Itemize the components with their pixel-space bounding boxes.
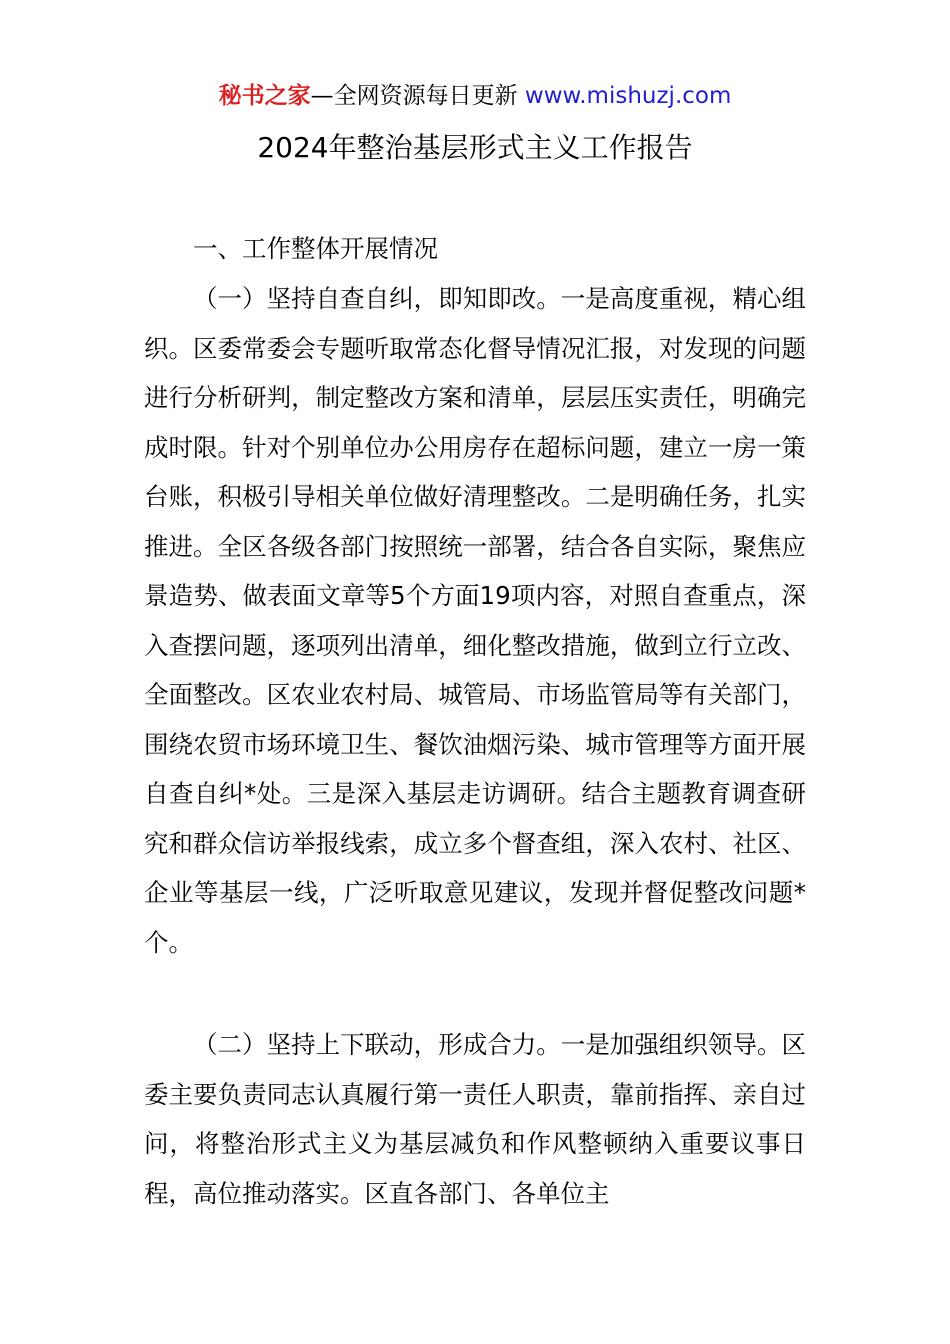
document-title: 2024年整治基层形式主义工作报告 (257, 131, 693, 164)
paragraph: （一）坚持自查自纠，即知即改。一是高度重视，精心组织。区委常委会专题听取常态化督导情况汇报，对发现的问题进行分析研判，制定整改方案和清单，层层压实责任，明确完成时限。针对个别单位办公用房存在超标问题，建立一房一策台账，积极引导相关单位做好清理整改。二是明确任务，扎实推进。全区各级各部门按照统一部署，结合各自实际，聚焦应景造势、做表面文章等5个方面19项内容，对照自查重点，深入查摆问题，逐项列出清单，细化整改措施，做到立行立改、全面整改。区农业农村局、城管局、市场监管局等有关部门，围绕农贸市场环境卫生、餐饮油烟污染、城市管理等方面开展自查自纠*处。三是深入基层走访调研。结合主题教育调查研究和群众信访举报线索，成立多个督查组，深入农村、社区、企业等基层一线，广泛听取意见建议，发现并督促整改问题*个。 (144, 284, 806, 957)
site-url-link[interactable]: www.mishuzj.com (524, 83, 732, 109)
site-header (0, 80, 950, 112)
paragraph: （二）坚持上下联动，形成合力。一是加强组织领导。区委主要负责同志认真履行第一责任人职责，靠前指挥、亲自过问，将整治形式主义为基层减负和作风整顿纳入重要议事日程，高位推动落实。区直各部门、各单位主 (144, 1030, 806, 1208)
brand-name: 秘书之家 (218, 83, 311, 109)
section-heading: 一、工作整体开展情况 (193, 234, 438, 263)
header-tagline: —全网资源每日更新 (310, 83, 518, 109)
